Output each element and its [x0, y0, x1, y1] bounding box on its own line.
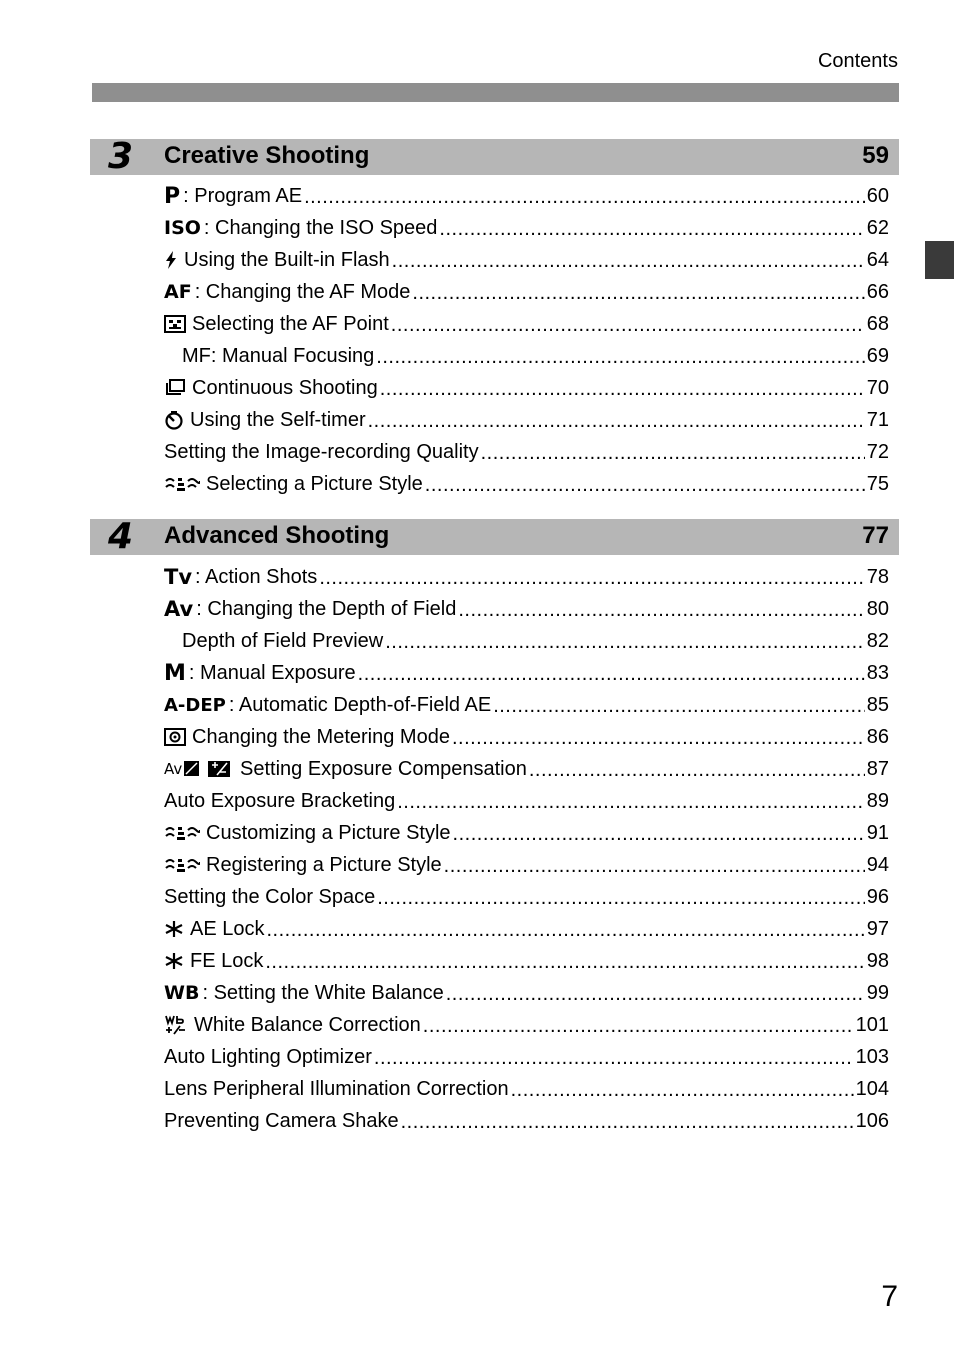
toc-entry-label: Continuous Shooting	[192, 376, 378, 399]
toc-entry[interactable]	[164, 1105, 889, 1137]
toc-entry[interactable]	[164, 244, 889, 276]
toc-entry-page: 60	[866, 184, 889, 207]
toc-entry-label: FE Lock	[190, 949, 264, 972]
toc-entry[interactable]	[164, 212, 889, 244]
toc-entry-page: 101	[855, 1013, 889, 1036]
picture-style-icon	[164, 475, 200, 493]
header-rule	[92, 83, 899, 102]
chapter-number: 3	[108, 136, 134, 177]
toc-entry-page: 89	[866, 789, 889, 812]
toc-entry-label: : Program AE	[183, 184, 303, 207]
toc-entry-page: 86	[866, 725, 889, 748]
toc-entry-label: Using the Built-in Flash	[184, 248, 390, 271]
page-header-title: Contents	[817, 50, 898, 72]
chapter-page: 77	[862, 522, 889, 549]
toc-entry[interactable]	[164, 180, 889, 212]
toc-entry-page: 104	[855, 1077, 889, 1100]
toc-entry-page: 69	[866, 344, 889, 367]
ae-lock-icon	[164, 952, 184, 970]
dot-leader	[376, 347, 864, 372]
dot-leader	[391, 315, 865, 340]
dot-leader	[401, 1112, 854, 1137]
toc-entry[interactable]	[164, 849, 889, 881]
chapter-heading[interactable]	[90, 516, 899, 557]
dot-leader	[374, 1048, 854, 1073]
toc-entry-label: Setting the Image-recording Quality	[164, 440, 479, 463]
toc-entry-label: Customizing a Picture Style	[206, 821, 451, 844]
dot-leader	[529, 760, 865, 785]
dot-leader	[380, 379, 865, 404]
toc-entry-label: : Changing the Depth of Field	[196, 597, 457, 620]
dot-leader	[458, 600, 864, 625]
toc-entry[interactable]	[164, 372, 889, 404]
toc-entry-label: Selecting the AF Point	[192, 312, 389, 335]
toc-entry-label: Auto Exposure Bracketing	[164, 789, 396, 812]
toc-entry-label: : Action Shots	[195, 565, 318, 588]
toc-entry-label: : Setting the White Balance	[202, 981, 444, 1004]
toc-entry-page: 83	[866, 661, 889, 684]
manual-exposure-icon: M	[164, 660, 186, 686]
toc-entry-page: 87	[866, 757, 889, 780]
chapter-number: 4	[108, 516, 134, 557]
toc-entry[interactable]	[164, 404, 889, 436]
continuous-shooting-icon	[164, 379, 186, 397]
dot-leader	[481, 443, 865, 468]
tv-icon: Tv	[164, 565, 193, 589]
a-dep-icon: A-DEP	[164, 694, 226, 716]
toc-entry-label: AE Lock	[190, 917, 265, 940]
toc-entry[interactable]	[164, 657, 889, 689]
toc-entry-page: 66	[866, 280, 889, 303]
toc-entry[interactable]	[164, 561, 889, 593]
toc-entry-label: : Changing the ISO Speed	[203, 216, 438, 239]
toc-entry[interactable]	[164, 468, 889, 500]
toc-entry-page: 71	[866, 408, 889, 431]
dot-leader	[304, 187, 865, 212]
toc-entry-label: Selecting a Picture Style	[206, 472, 423, 495]
ae-lock-icon	[164, 920, 184, 938]
toc-entry[interactable]	[164, 785, 889, 817]
dot-leader	[265, 952, 864, 977]
toc-entry[interactable]	[164, 753, 889, 785]
toc-entry[interactable]	[164, 689, 889, 721]
toc-entry-label: Depth of Field Preview	[182, 629, 384, 652]
toc-entry-page: 98	[866, 949, 889, 972]
toc-entry-label: White Balance Correction	[194, 1013, 421, 1036]
toc-entry-label: Using the Self-timer	[190, 408, 366, 431]
picture-style-icon	[164, 824, 200, 842]
dot-leader	[511, 1080, 854, 1105]
dot-leader	[392, 251, 865, 276]
program-ae-icon: P	[164, 183, 181, 209]
toc-entry-page: 85	[866, 693, 889, 716]
flash-icon	[164, 250, 178, 270]
self-timer-icon	[164, 410, 184, 430]
toc-entry-page: 106	[855, 1109, 889, 1132]
toc-entry[interactable]	[164, 625, 889, 657]
toc-entry-page: 70	[866, 376, 889, 399]
toc-entry-page: 64	[866, 248, 889, 271]
dot-leader	[412, 283, 864, 308]
toc-entry[interactable]	[164, 913, 889, 945]
toc-entry-page: 80	[866, 597, 889, 620]
toc-list	[164, 561, 889, 1137]
toc-entry-page: 82	[866, 629, 889, 652]
toc-entry[interactable]	[164, 945, 889, 977]
dot-leader	[385, 632, 865, 657]
toc-entry-label: Preventing Camera Shake	[164, 1109, 399, 1132]
toc-entry-page: 96	[866, 885, 889, 908]
av-icon: Av	[164, 597, 194, 621]
dot-leader	[493, 696, 865, 721]
dot-leader	[377, 888, 865, 913]
svg-text:Av: Av	[164, 760, 183, 778]
toc-entry-label: Registering a Picture Style	[206, 853, 442, 876]
toc-entry-label: : Automatic Depth-of-Field AE	[228, 693, 492, 716]
dot-leader	[444, 856, 865, 881]
iso-icon: ISO	[164, 217, 201, 239]
toc-entry-page: 94	[866, 853, 889, 876]
dot-leader	[423, 1016, 854, 1041]
toc-entry-label: : Manual Exposure	[188, 661, 356, 684]
toc-entry-label: Setting Exposure Compensation	[240, 757, 527, 780]
dot-leader	[452, 728, 865, 753]
picture-style-icon	[164, 856, 200, 874]
toc-entry-page: 72	[866, 440, 889, 463]
toc-entry[interactable]	[164, 721, 889, 753]
toc-list	[164, 180, 889, 500]
dot-leader	[397, 792, 865, 817]
wb-correction-icon	[164, 1014, 188, 1036]
chapter-page: 59	[862, 142, 889, 169]
toc-entry[interactable]	[164, 340, 889, 372]
toc-entry-label: Setting the Color Space	[164, 885, 376, 908]
toc-entry-label: Lens Peripheral Illumination Correction	[164, 1077, 509, 1100]
toc-entry-page: 78	[866, 565, 889, 588]
toc-entry-page: 99	[866, 981, 889, 1004]
chapter-heading[interactable]	[90, 136, 899, 177]
toc-entry-page: 103	[855, 1045, 889, 1068]
toc-entry[interactable]	[164, 1009, 889, 1041]
toc-entry[interactable]	[164, 436, 889, 468]
toc-entry[interactable]	[164, 1041, 889, 1073]
toc-entry-page: 91	[866, 821, 889, 844]
af-icon: AF	[164, 281, 192, 303]
dot-leader	[446, 984, 865, 1009]
dot-leader	[425, 475, 865, 500]
chapter-title: Creative Shooting	[164, 142, 370, 169]
toc-entry-page: 97	[866, 917, 889, 940]
toc-entry-page: 75	[866, 472, 889, 495]
toc-entry-label: Auto Lighting Optimizer	[164, 1045, 372, 1068]
toc-entry-page: 68	[866, 312, 889, 335]
chapter-title: Advanced Shooting	[164, 522, 390, 549]
toc-entry-label: Changing the Metering Mode	[192, 725, 450, 748]
dot-leader	[368, 411, 865, 436]
toc-entry[interactable]	[164, 881, 889, 913]
dot-leader	[319, 568, 864, 593]
dot-leader	[453, 824, 865, 849]
chapter-side-tab	[925, 241, 954, 279]
toc-entry[interactable]	[164, 593, 889, 625]
toc-entry-page: 62	[866, 216, 889, 239]
af-point-icon	[164, 315, 186, 333]
toc-entry-label: MF: Manual Focusing	[182, 344, 375, 367]
toc-entry[interactable]	[164, 1073, 889, 1105]
toc-entry[interactable]	[164, 276, 889, 308]
toc-entry[interactable]	[164, 817, 889, 849]
toc-entry-label: : Changing the AF Mode	[194, 280, 411, 303]
wb-icon: WB	[164, 982, 200, 1004]
page-number: 7	[881, 1280, 898, 1313]
dot-leader	[439, 219, 864, 244]
exposure-compensation-icon	[164, 759, 234, 779]
toc-entry[interactable]	[164, 977, 889, 1009]
toc-entry[interactable]	[164, 308, 889, 340]
metering-icon	[164, 728, 186, 746]
dot-leader	[358, 664, 865, 689]
dot-leader	[266, 920, 864, 945]
